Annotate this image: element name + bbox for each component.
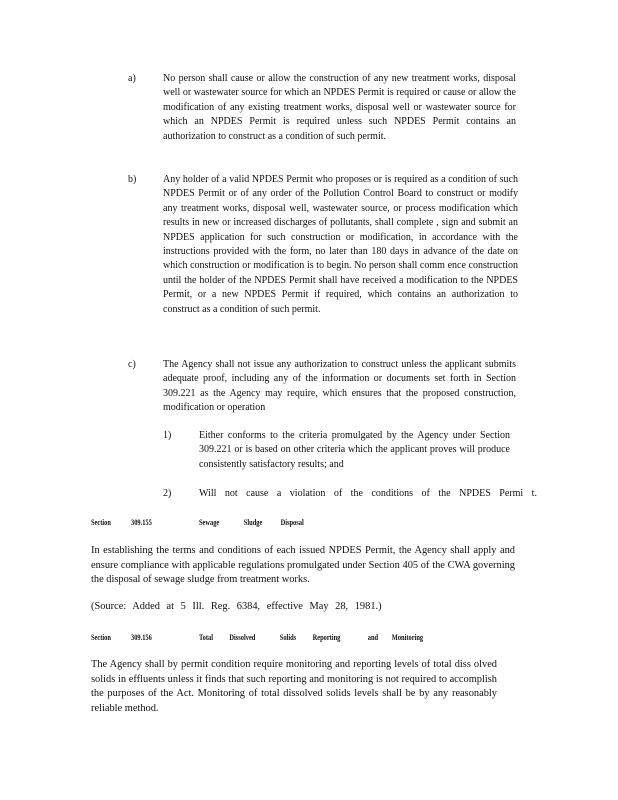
subitem-label: 2) [163, 488, 172, 499]
item-label: b) [128, 174, 137, 185]
item-text: Any holder of a valid NPDES Permit who proposes or is required as a condition of such NPDES Permit or of any order of the Pollution Control Board to construct or modify any treatment works, disposal well, wastewater source, or process modification which results in new or increased discharges of pollutants, shall complete , sign and submit an NPDES application for such construction or modification, in accordance with the instructions provided with the form, no later than 180 days in advance of the date on which construction or modification is to begin. No person shall comm ence construction until the holder of the NPDES Permit shall have received a modification to the NPDES Permit, or a new NPDES Permit if required, which contains an authorization to construct as a condition of such permit. [163, 174, 518, 315]
section-309-156-body: The Agency shall by permit condition require monitoring and reporting levels of total diss olved solids in effluents unless it finds that such reporting and monitoring is not required to accomplish the purposes of the Act. Monitoring of total dissolved solids levels shall be by any reasonably reliable method. [91, 659, 497, 714]
section-title-word: Sewage [199, 518, 220, 527]
subitem-text: Will not cause a violation of the conditions of the NPDES Permi t. [199, 488, 537, 499]
section-title-word: Reporting [312, 633, 341, 642]
section-title-word: Monitoring [391, 633, 424, 642]
section-number: 309.156 [131, 633, 152, 642]
section-heading-309-155 [91, 517, 304, 529]
section-title-word: Solids [279, 633, 297, 642]
section-309-155-source: (Source: Added at 5 Ill. Reg. 6384, effective May 28, 1981.) [91, 601, 382, 612]
section-309-155-body: In establishing the terms and conditions of each issued NPDES Permit, the Agency shall apply and ensure compliance with applicable regulations promulgated under Section 405 of the CWA governing the disposal of sewage sludge from treatment works. [91, 545, 515, 586]
section-title-word: Sludge [243, 518, 263, 527]
section-heading-309-156 [91, 632, 423, 644]
section-title-word: Dissolved [229, 633, 256, 642]
section-word: Section [91, 633, 111, 642]
section-title-word: Total [199, 633, 213, 642]
item-text: The Agency shall not issue any authorization to construct unless the applicant submits adequate proof, including any of the information or documents set forth in Section 309.221 as the Agency may require, which ensures that the proposed construction, modification or operation [163, 359, 516, 414]
section-title-word: and [367, 633, 379, 642]
item-label: a) [128, 73, 136, 84]
section-number: 309.155 [131, 518, 152, 527]
section-title-word: Disposal [280, 518, 304, 527]
section-word: Section [91, 518, 111, 527]
item-text: No person shall cause or allow the construction of any new treatment works, disposal well or wastewater source for which an NPDES Permit is required or cause or allow the modification of any existing treatment works, disposal well or wastewater source for which an NPDES Permit is required unless such NPDES Permit contains an authorization to construct as a condition of such permit. [163, 73, 516, 142]
subitem-text: Either conforms to the criteria promulgated by the Agency under Section 309.221 or is based on other criteria which the applicant proves will produce consistently satisfactory results; and [199, 430, 510, 470]
item-label: c) [128, 359, 136, 370]
subitem-label: 1) [163, 430, 172, 441]
